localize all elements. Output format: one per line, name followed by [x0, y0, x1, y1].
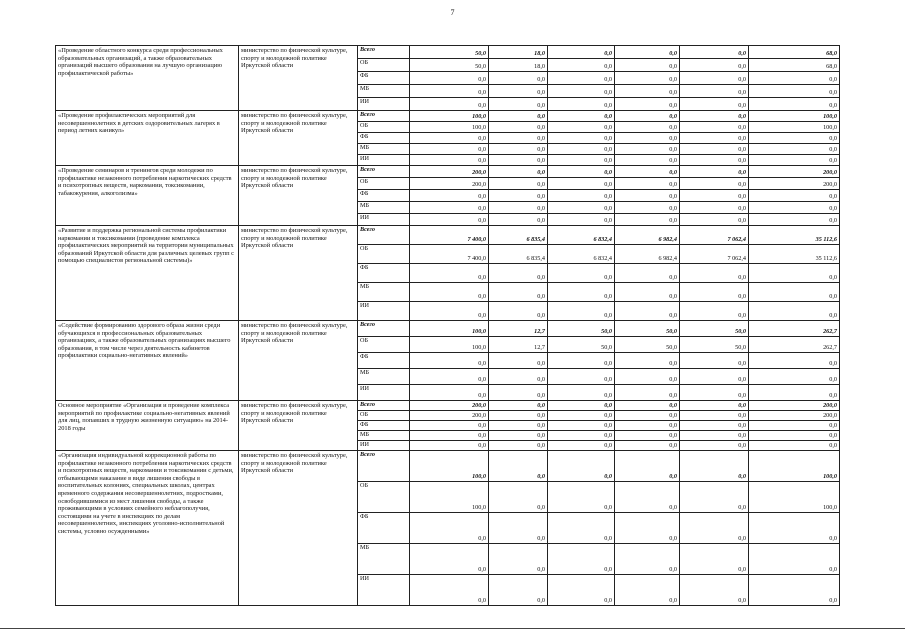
year-value: 0,0 [489, 202, 548, 214]
year-value: 50,0 [410, 59, 489, 72]
year-value: 0,0 [410, 302, 489, 321]
year-value: 0,0 [548, 144, 615, 155]
year-value: 7 062,4 [680, 245, 749, 264]
year-value: 0,0 [548, 72, 615, 85]
year-value: 0,0 [615, 264, 680, 283]
total-value: 0,0 [749, 85, 840, 98]
table-row [56, 451, 840, 482]
year-value: 0,0 [489, 421, 548, 431]
year-value: 100,0 [410, 321, 489, 337]
year-value: 7 400,0 [410, 245, 489, 264]
year-value: 0,0 [680, 133, 749, 144]
year-value: 0,0 [680, 59, 749, 72]
year-value: 0,0 [489, 441, 548, 451]
year-value: 0,0 [410, 544, 489, 575]
year-value: 0,0 [548, 441, 615, 451]
year-value: 0,0 [410, 575, 489, 606]
year-value: 0,0 [680, 72, 749, 85]
total-value: 0,0 [749, 283, 840, 302]
year-value: 0,0 [489, 369, 548, 385]
responsible-executor: министерство по физической культуре, спорту и молодежной политике Иркутской области [239, 226, 358, 321]
activity-name: «Организация индивидуальной коррекционной работы по профилактике незаконного потребления наркотических средств и психотропных веществ, наркомании и токсикомании с детьми, отбывающими наказание в виде лишения свободы в воспитательных колониях, специальных школах, центрах временного содержания несовершеннолетних, подростками, освободившимися из мест лишения свободы, а также проживающими в условиях семейного неблагополучия, состоящими на учете в инспекциях по делам несовершеннолетних, инспекциях уголовно-исполнительной системы, условно осужденными» [56, 451, 239, 606]
funding-source: МБ [358, 144, 410, 155]
responsible-executor: министерство по физической культуре, спорту и молодежной политике Иркутской области [239, 111, 358, 166]
year-value: 0,0 [548, 482, 615, 513]
funding-source: ОБ [358, 482, 410, 513]
table-row [56, 321, 840, 337]
year-value: 0,0 [489, 72, 548, 85]
year-value: 0,0 [680, 214, 749, 226]
year-value: 0,0 [548, 190, 615, 202]
year-value: 0,0 [615, 369, 680, 385]
year-value: 0,0 [615, 133, 680, 144]
total-value: 0,0 [749, 155, 840, 166]
total-value: 200,0 [749, 401, 840, 411]
year-value: 0,0 [489, 122, 548, 133]
year-value: 6 832,4 [548, 245, 615, 264]
year-value: 50,0 [410, 46, 489, 59]
year-value: 200,0 [410, 411, 489, 421]
funding-source: ФБ [358, 133, 410, 144]
year-value: 0,0 [548, 431, 615, 441]
year-value: 0,0 [410, 144, 489, 155]
year-value: 12,7 [489, 337, 548, 353]
year-value: 0,0 [489, 401, 548, 411]
year-value: 0,0 [615, 575, 680, 606]
year-value: 0,0 [615, 451, 680, 482]
year-value: 0,0 [615, 111, 680, 122]
year-value: 0,0 [489, 190, 548, 202]
total-value: 100,0 [749, 111, 840, 122]
funding-source: МБ [358, 202, 410, 214]
total-value: 68,0 [749, 59, 840, 72]
year-value: 0,0 [680, 421, 749, 431]
total-value: 0,0 [749, 98, 840, 111]
year-value: 0,0 [615, 46, 680, 59]
total-value: 0,0 [749, 431, 840, 441]
year-value: 0,0 [548, 302, 615, 321]
total-value: 0,0 [749, 544, 840, 575]
year-value: 0,0 [615, 178, 680, 190]
year-value: 50,0 [548, 337, 615, 353]
year-value: 0,0 [489, 544, 548, 575]
funding-source: ОБ [358, 59, 410, 72]
page-edge-line [0, 628, 905, 629]
year-value: 0,0 [548, 111, 615, 122]
year-value: 0,0 [410, 133, 489, 144]
year-value: 100,0 [410, 451, 489, 482]
funding-source: ОБ [358, 245, 410, 264]
funding-source: МБ [358, 369, 410, 385]
year-value: 0,0 [410, 283, 489, 302]
total-value: 200,0 [749, 411, 840, 421]
year-value: 0,0 [489, 353, 548, 369]
year-value: 0,0 [548, 369, 615, 385]
funding-source: ИИ [358, 575, 410, 606]
total-value: 35 112,6 [749, 245, 840, 264]
total-value: 0,0 [749, 264, 840, 283]
year-value: 0,0 [489, 513, 548, 544]
page-number: 7 [450, 8, 455, 17]
year-value: 0,0 [680, 482, 749, 513]
year-value: 0,0 [548, 122, 615, 133]
year-value: 50,0 [680, 321, 749, 337]
year-value: 0,0 [680, 575, 749, 606]
year-value: 6 835,4 [489, 226, 548, 245]
year-value: 0,0 [410, 98, 489, 111]
table-row [56, 166, 840, 178]
year-value: 0,0 [548, 401, 615, 411]
total-value: 0,0 [749, 369, 840, 385]
year-value: 200,0 [410, 166, 489, 178]
year-value: 50,0 [680, 337, 749, 353]
year-value: 0,0 [548, 85, 615, 98]
year-value: 0,0 [615, 122, 680, 133]
total-value: 100,0 [749, 482, 840, 513]
year-value: 0,0 [615, 98, 680, 111]
year-value: 0,0 [615, 202, 680, 214]
year-value: 0,0 [615, 544, 680, 575]
year-value: 0,0 [680, 411, 749, 421]
year-value: 0,0 [680, 283, 749, 302]
year-value: 0,0 [680, 401, 749, 411]
year-value: 0,0 [548, 544, 615, 575]
total-value: 0,0 [749, 214, 840, 226]
funding-source: ОБ [358, 337, 410, 353]
funding-source: ИИ [358, 98, 410, 111]
year-value: 0,0 [410, 202, 489, 214]
year-value: 0,0 [548, 385, 615, 401]
year-value: 0,0 [548, 451, 615, 482]
total-value: 262,7 [749, 321, 840, 337]
responsible-executor: министерство по физической культуре, спорту и молодежной политике Иркутской области [239, 321, 358, 401]
total-value: 262,7 [749, 337, 840, 353]
year-value: 0,0 [489, 133, 548, 144]
year-value: 0,0 [489, 302, 548, 321]
funding-source: Всего [358, 401, 410, 411]
table-row [56, 401, 840, 411]
year-value: 18,0 [489, 46, 548, 59]
year-value: 0,0 [615, 353, 680, 369]
table-row [56, 226, 840, 245]
year-value: 0,0 [410, 190, 489, 202]
table-body [56, 46, 840, 606]
activity-name: «Содействие формированию здорового образа жизни среди обучающихся в профессиональных образовательных организациях, а также образовательных организациях высшего образования, в том числе через деятельность кабинетов профилактики социально-негативных явлений» [56, 321, 239, 401]
total-value: 0,0 [749, 575, 840, 606]
activity-name: «Развитие и поддержка региональной системы профилактики наркомании и токсикомании (проведение комплекса профилактических мероприятий на территории муниципальных образований Иркутской области для различных целевых групп с помощью специалистов региональной системы)» [56, 226, 239, 321]
year-value: 0,0 [680, 190, 749, 202]
year-value: 0,0 [615, 85, 680, 98]
year-value: 0,0 [615, 385, 680, 401]
year-value: 0,0 [615, 441, 680, 451]
year-value: 0,0 [548, 513, 615, 544]
funding-source: ФБ [358, 353, 410, 369]
year-value: 0,0 [410, 155, 489, 166]
year-value: 0,0 [680, 178, 749, 190]
funding-source: Всего [358, 166, 410, 178]
year-value: 0,0 [410, 513, 489, 544]
funding-source: ФБ [358, 513, 410, 544]
year-value: 6 982,4 [615, 245, 680, 264]
activity-name: «Проведение областного конкурса среди профессиональных образовательных организаций, а также образовательных организаций высшего образования на лучшую организацию профилактической работы» [56, 46, 239, 111]
funding-source: ИИ [358, 441, 410, 451]
total-value: 0,0 [749, 302, 840, 321]
year-value: 0,0 [410, 385, 489, 401]
year-value: 0,0 [410, 431, 489, 441]
year-value: 0,0 [548, 283, 615, 302]
total-value: 0,0 [749, 133, 840, 144]
year-value: 0,0 [548, 98, 615, 111]
year-value: 0,0 [680, 46, 749, 59]
year-value: 12,7 [489, 321, 548, 337]
year-value: 100,0 [410, 337, 489, 353]
year-value: 0,0 [548, 575, 615, 606]
responsible-executor: министерство по физической культуре, спорту и молодежной политике Иркутской области [239, 451, 358, 606]
year-value: 0,0 [680, 166, 749, 178]
year-value: 7 062,4 [680, 226, 749, 245]
year-value: 0,0 [489, 283, 548, 302]
year-value: 0,0 [615, 59, 680, 72]
total-value: 200,0 [749, 166, 840, 178]
funding-source: ИИ [358, 385, 410, 401]
year-value: 0,0 [548, 421, 615, 431]
year-value: 200,0 [410, 401, 489, 411]
year-value: 0,0 [548, 166, 615, 178]
year-value: 0,0 [680, 144, 749, 155]
funding-source: Всего [358, 226, 410, 245]
year-value: 200,0 [410, 178, 489, 190]
year-value: 0,0 [548, 59, 615, 72]
year-value: 50,0 [615, 321, 680, 337]
funding-source: ОБ [358, 122, 410, 133]
year-value: 0,0 [548, 214, 615, 226]
year-value: 0,0 [489, 214, 548, 226]
year-value: 0,0 [489, 431, 548, 441]
funding-source: ИИ [358, 155, 410, 166]
total-value: 100,0 [749, 122, 840, 133]
year-value: 50,0 [615, 337, 680, 353]
funding-source: ИИ [358, 302, 410, 321]
total-value: 200,0 [749, 178, 840, 190]
funding-source: ОБ [358, 178, 410, 190]
year-value: 0,0 [680, 369, 749, 385]
year-value: 0,0 [680, 202, 749, 214]
year-value: 0,0 [680, 155, 749, 166]
funding-source: МБ [358, 85, 410, 98]
total-value: 0,0 [749, 190, 840, 202]
year-value: 0,0 [410, 85, 489, 98]
year-value: 0,0 [489, 264, 548, 283]
year-value: 0,0 [489, 166, 548, 178]
year-value: 0,0 [680, 431, 749, 441]
responsible-executor: министерство по физической культуре, спорту и молодежной политике Иркутской области [239, 401, 358, 451]
funding-source: МБ [358, 283, 410, 302]
year-value: 0,0 [410, 369, 489, 385]
funding-source: ФБ [358, 264, 410, 283]
year-value: 0,0 [489, 155, 548, 166]
year-value: 0,0 [548, 264, 615, 283]
funding-source: МБ [358, 544, 410, 575]
total-value: 0,0 [749, 385, 840, 401]
total-value: 0,0 [749, 421, 840, 431]
year-value: 0,0 [615, 431, 680, 441]
year-value: 0,0 [410, 353, 489, 369]
total-value: 0,0 [749, 353, 840, 369]
funding-source: ФБ [358, 421, 410, 431]
funding-source: ФБ [358, 72, 410, 85]
responsible-executor: министерство по физической культуре, спорту и молодежной политике Иркутской области [239, 46, 358, 111]
year-value: 0,0 [680, 544, 749, 575]
year-value: 0,0 [548, 353, 615, 369]
funding-source: МБ [358, 431, 410, 441]
year-value: 6 982,4 [615, 226, 680, 245]
year-value: 0,0 [680, 264, 749, 283]
year-value: 0,0 [489, 411, 548, 421]
year-value: 6 835,4 [489, 245, 548, 264]
total-value: 0,0 [749, 202, 840, 214]
year-value: 0,0 [615, 302, 680, 321]
year-value: 0,0 [680, 98, 749, 111]
year-value: 0,0 [410, 214, 489, 226]
total-value: 0,0 [749, 144, 840, 155]
year-value: 0,0 [410, 264, 489, 283]
funding-source: ИИ [358, 214, 410, 226]
year-value: 6 832,4 [548, 226, 615, 245]
responsible-executor: министерство по физической культуре, спорту и молодежной политике Иркутской области [239, 166, 358, 226]
year-value: 100,0 [410, 482, 489, 513]
table-row [56, 46, 840, 59]
total-value: 0,0 [749, 441, 840, 451]
year-value: 0,0 [615, 411, 680, 421]
total-value: 100,0 [749, 451, 840, 482]
financing-table [55, 45, 840, 606]
funding-source: Всего [358, 451, 410, 482]
total-value: 0,0 [749, 513, 840, 544]
funding-source: Всего [358, 46, 410, 59]
year-value: 0,0 [489, 111, 548, 122]
year-value: 100,0 [410, 122, 489, 133]
total-value: 68,0 [749, 46, 840, 59]
year-value: 0,0 [615, 482, 680, 513]
year-value: 0,0 [489, 85, 548, 98]
year-value: 100,0 [410, 111, 489, 122]
year-value: 0,0 [615, 72, 680, 85]
year-value: 0,0 [680, 441, 749, 451]
year-value: 0,0 [615, 214, 680, 226]
year-value: 0,0 [410, 441, 489, 451]
year-value: 7 400,0 [410, 226, 489, 245]
year-value: 0,0 [489, 575, 548, 606]
funding-source: Всего [358, 321, 410, 337]
total-value: 0,0 [749, 72, 840, 85]
funding-source: Всего [358, 111, 410, 122]
year-value: 0,0 [615, 144, 680, 155]
year-value: 0,0 [680, 451, 749, 482]
year-value: 0,0 [548, 46, 615, 59]
year-value: 0,0 [489, 178, 548, 190]
year-value: 18,0 [489, 59, 548, 72]
year-value: 0,0 [680, 122, 749, 133]
year-value: 0,0 [548, 202, 615, 214]
activity-name: «Проведение семинаров и тренингов среди молодежи по профилактике незаконного потребления наркотических средств и психотропных веществ, наркомании, токсикомании, табакокурения, алкоголизма» [56, 166, 239, 226]
year-value: 0,0 [615, 513, 680, 544]
year-value: 0,0 [680, 111, 749, 122]
year-value: 0,0 [410, 72, 489, 85]
year-value: 0,0 [615, 166, 680, 178]
activity-name: Основное мероприятие «Организация и проведение комплекса мероприятий по профилактике социально-негативных явлений для лиц, попавших в трудную жизненную ситуацию» на 2014-2018 годы [56, 401, 239, 451]
total-value: 35 112,6 [749, 226, 840, 245]
year-value: 0,0 [615, 283, 680, 302]
year-value: 0,0 [548, 411, 615, 421]
year-value: 0,0 [489, 98, 548, 111]
year-value: 0,0 [548, 133, 615, 144]
year-value: 0,0 [489, 451, 548, 482]
year-value: 0,0 [615, 401, 680, 411]
year-value: 0,0 [680, 385, 749, 401]
year-value: 0,0 [548, 155, 615, 166]
funding-source: ФБ [358, 190, 410, 202]
table-row [56, 111, 840, 122]
year-value: 0,0 [615, 421, 680, 431]
year-value: 0,0 [680, 85, 749, 98]
year-value: 0,0 [680, 513, 749, 544]
activity-name: «Проведение профилактических мероприятий для несовершеннолетних в детских оздоровительных лагерях в период летних каникул» [56, 111, 239, 166]
year-value: 0,0 [680, 302, 749, 321]
year-value: 0,0 [489, 144, 548, 155]
year-value: 0,0 [410, 421, 489, 431]
year-value: 0,0 [489, 385, 548, 401]
year-value: 0,0 [680, 353, 749, 369]
year-value: 50,0 [548, 321, 615, 337]
year-value: 0,0 [489, 482, 548, 513]
year-value: 0,0 [615, 190, 680, 202]
year-value: 0,0 [615, 155, 680, 166]
year-value: 0,0 [548, 178, 615, 190]
funding-source: ОБ [358, 411, 410, 421]
